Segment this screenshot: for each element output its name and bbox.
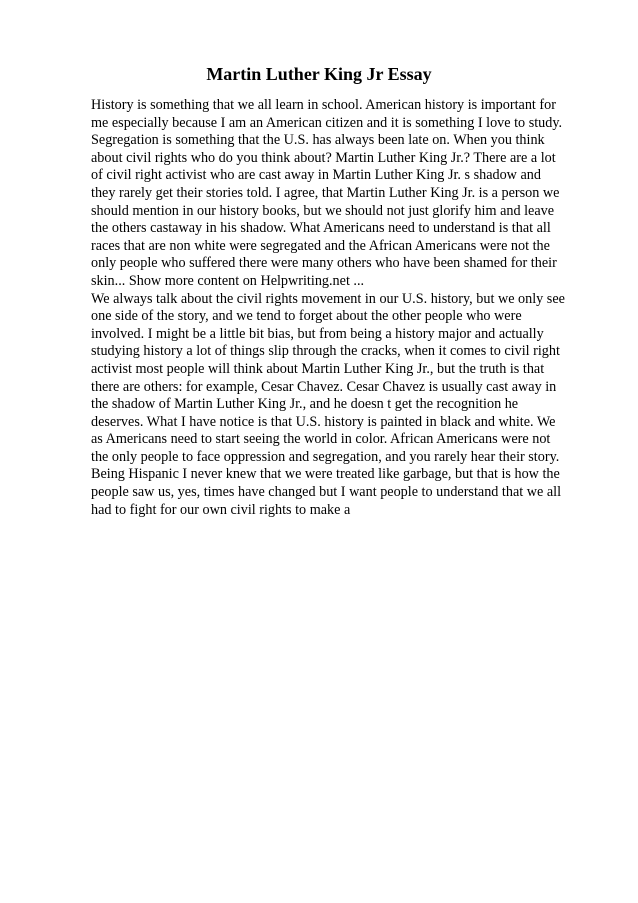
text-line: deserves. What I have notice is that U.S. history is painted in black and white. We xyxy=(91,413,556,430)
text-line: of civil right activist who are cast away in Martin Luther King Jr. s shadow and xyxy=(91,167,541,184)
page-title: Martin Luther King Jr Essay xyxy=(206,64,432,84)
text-line: Segregation is something that the U.S. has always been late on. When you think xyxy=(91,132,545,149)
text-line: one side of the story, and we tend to forget about the other people who were xyxy=(91,308,522,325)
text-line: only people who suffered there were many others who have been shamed for their xyxy=(91,255,557,272)
text-line: me especially because I am an American citizen and it is something I love to study. xyxy=(91,114,563,131)
text-line: activist most people will think about Martin Luther King Jr., but the truth is that xyxy=(91,360,545,377)
text-line: studying history a lot of things slip through the cracks, when it comes to civil right xyxy=(91,343,560,360)
text-line: people saw us, yes, times have changed but I want people to understand that we all xyxy=(91,484,562,501)
text-line: the shadow of Martin Luther King Jr., and he doesn t get the recognition he xyxy=(91,396,519,413)
text-line: there are others: for example, Cesar Chavez. Cesar Chavez is usually cast away in xyxy=(91,378,557,395)
text-line: races that are non white were segregated and the African Americans were not the xyxy=(91,237,550,254)
text-line: the only people to face oppression and segregation, and you rarely hear their story. xyxy=(91,448,560,465)
text-line: as Americans need to start seeing the world in color. African Americans were not xyxy=(91,431,551,448)
text-line: Being Hispanic I never knew that we were treated like garbage, but that is how the xyxy=(91,466,560,483)
text-line: We always talk about the civil rights movement in our U.S. history, but we only see xyxy=(91,290,565,307)
text-line: had to fight for our own civil rights to make a xyxy=(91,501,351,518)
text-line: involved. I might be a little bit bias, but from being a history major and actually xyxy=(91,325,544,342)
text-line: they rarely get their stories told. I agree, that Martin Luther King Jr. is a person we xyxy=(91,184,560,201)
text-line: History is something that we all learn in school. American history is important for xyxy=(91,97,556,113)
essay-body xyxy=(91,97,581,519)
text-line: the others castaway in his shadow. What Americans need to understand is that all xyxy=(91,220,551,237)
text-line: skin... Show more content on Helpwriting.net ... xyxy=(91,272,365,289)
text-line: should mention in our history books, but we should not just glorify him and leave xyxy=(91,202,555,219)
text-line: about civil rights who do you think about? Martin Luther King Jr.? There are a lot xyxy=(91,149,556,166)
